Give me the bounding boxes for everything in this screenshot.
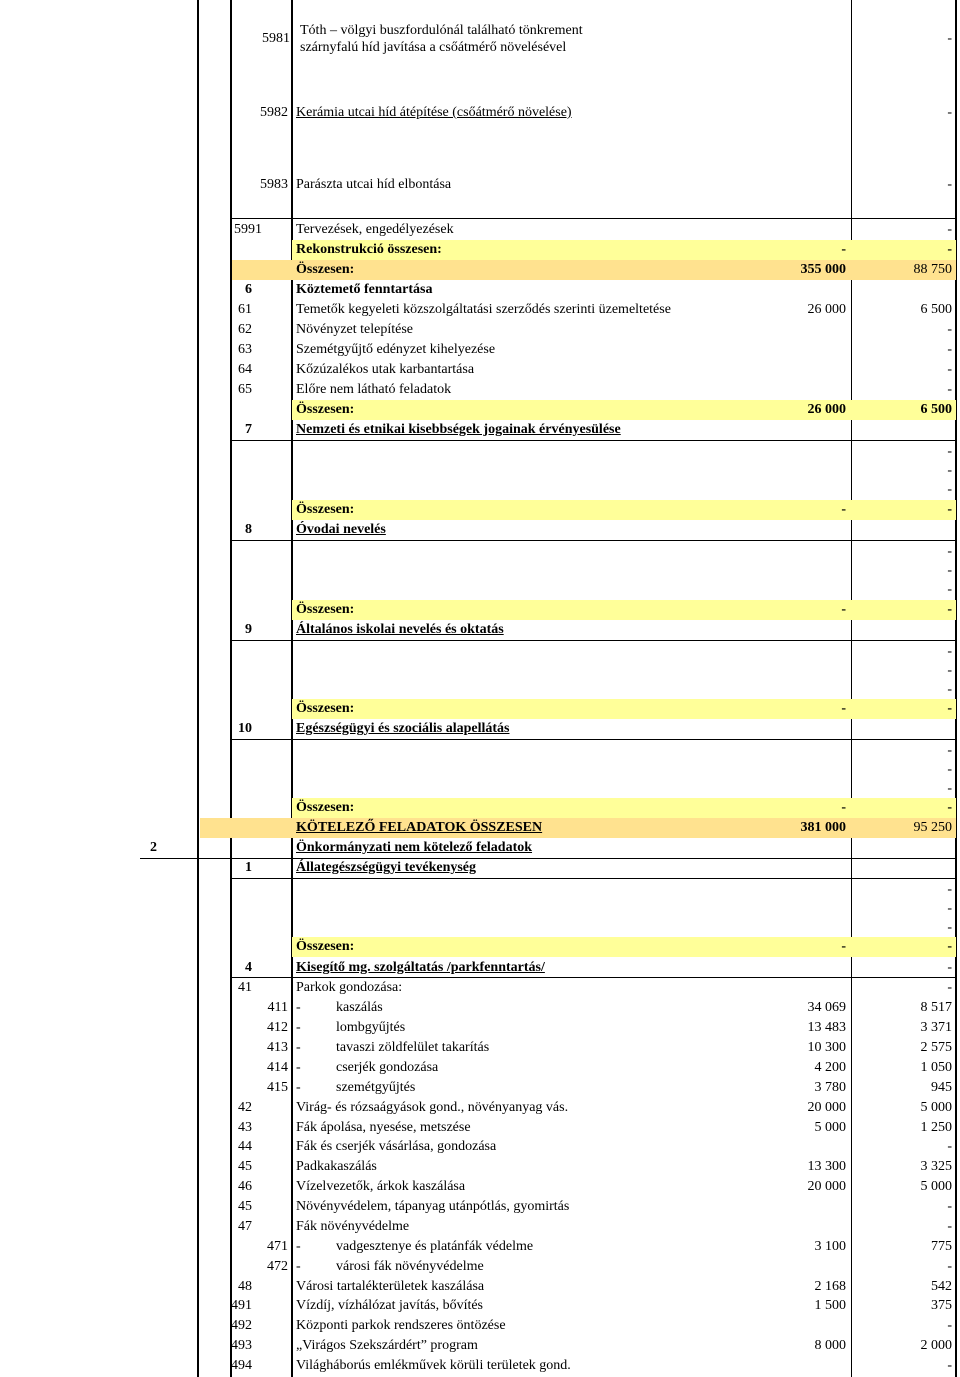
row-amount-2: - [947,701,952,716]
row-amount-2: 6 500 [920,402,952,417]
row-description: Vízdíj, vízhálózat javítás, bővítés [296,1298,484,1313]
row-amount-2: 945 [931,1080,952,1095]
row-amount-2: - [947,682,952,697]
table-row [0,1118,960,1138]
row-description: Temetők kegyeleti közszolgáltatási szerződés szerinti üzemeltetése [296,302,671,317]
row-text: kaszálás [336,1000,383,1015]
table-row [0,580,960,600]
row-amount-2: 6 500 [920,302,952,317]
row-code: 62 [238,322,252,337]
table-row [0,1197,960,1217]
row-amount-2: 775 [931,1239,952,1254]
row-code: 472 [267,1259,288,1274]
row-amount-2: - [947,1358,952,1373]
row-description: Állategészségügyi tevékenység [296,860,477,875]
row-text: városi fák növényvédelme [336,1259,484,1274]
section-row [0,620,960,640]
row-description: Kisegítő mg. szolgáltatás /parkfenntartás/ [296,960,545,975]
row-amount-2: - [947,762,952,777]
row-code: 6 [245,282,252,297]
row-separator [230,739,957,740]
chapter-row [0,838,960,858]
row-amount-2: - [947,960,952,975]
table-row [0,1316,960,1336]
row-amount-2: - [947,1139,952,1154]
table-row [0,561,960,581]
table-row [0,380,960,400]
row-amount-1: 381 000 [800,820,846,835]
table-row [0,1237,960,1257]
row-amount-1: 13 300 [807,1159,846,1174]
row-description: Egészségügyi és szociális alapellátás [296,721,510,736]
table-row [0,1217,960,1237]
table-row [0,1018,960,1038]
row-amount-2: - [947,1199,952,1214]
row-code: 493 [231,1338,252,1353]
table-row [0,300,960,320]
bullet-dash: - [296,1020,301,1035]
row-description: Tervezések, engedélyezések [296,222,454,237]
table-row [0,1277,960,1297]
row-amount-1: 10 300 [807,1040,846,1055]
row-amount-2: - [947,105,952,120]
table-row [0,1157,960,1177]
row-code: 5983 [260,177,288,192]
row-code: 42 [238,1100,252,1115]
row-description: Szemétgyűjtő edényzet kihelyezése [296,342,496,357]
row-amount-1: - [841,800,846,815]
row-amount-2: - [947,482,952,497]
row-code: 494 [231,1358,252,1373]
row-description: Összesen: [296,262,355,277]
table-row [0,741,960,761]
table-row [0,1078,960,1098]
row-description: Összesen: [296,502,355,517]
table-row [0,899,960,919]
row-amount-2: 8 517 [920,1000,952,1015]
bullet-dash: - [296,1040,301,1055]
row-code: 63 [238,342,252,357]
row-amount-2: - [947,781,952,796]
total-row [0,260,960,280]
table-row [0,978,960,998]
subtotal-row [0,798,960,818]
row-code: 8 [245,522,252,537]
row-amount-2: 5 000 [920,1179,952,1194]
row-code: 65 [238,382,252,397]
table-row [0,1296,960,1316]
row-amount-2: - [947,322,952,337]
table-row [0,442,960,462]
row-description [296,1078,766,1098]
row-code: 492 [231,1318,252,1333]
row-amount-2: - [947,882,952,897]
subtotal-row [0,240,960,260]
row-description: Világháborús emlékművek körüli területek gond. [296,1358,571,1373]
section-row [0,420,960,440]
row-amount-2: - [947,743,952,758]
row-amount-1: 1 500 [814,1298,846,1313]
row-amount-1: 26 000 [807,402,846,417]
row-separator [230,218,957,219]
row-description [296,1018,766,1038]
row-description: Összesen: [296,402,355,417]
subtotal-row [0,400,960,420]
row-amount-2: - [947,242,952,257]
row-code: 413 [267,1040,288,1055]
row-code: 9 [245,622,252,637]
table-row [0,1137,960,1157]
row-amount-2: - [947,901,952,916]
row-code: 415 [267,1080,288,1095]
row-amount-2: - [947,800,952,815]
row-amount-2: 1 050 [920,1060,952,1075]
row-amount-2: 3 371 [920,1020,952,1035]
table-row [0,360,960,380]
row-amount-2: - [947,502,952,517]
row-description: Köztemető fenntartása [296,282,433,297]
row-amount-2: 95 250 [913,820,952,835]
subtotal-row [0,937,960,957]
table-row [0,680,960,700]
row-text: tavaszi zöldfelület takarítás [336,1040,490,1055]
row-amount-2: - [947,31,952,46]
row-amount-2: - [947,362,952,377]
row-description: Összesen: [296,701,355,716]
row-amount-1: - [841,701,846,716]
row-amount-2: - [947,463,952,478]
row-description [296,998,766,1018]
row-amount-1: 4 200 [814,1060,846,1075]
row-description: Városi tartalékterületek kaszálása [296,1279,485,1294]
row-amount-2: 5 000 [920,1100,952,1115]
table-row [0,340,960,360]
bullet-dash: - [296,1239,301,1254]
row-description [296,1257,766,1277]
row-code: 5991 [234,222,262,237]
row-description: Összesen: [296,602,355,617]
table-row [0,1038,960,1058]
row-amount-1: 5 000 [814,1120,846,1135]
table-row [0,461,960,481]
row-amount-1: 20 000 [807,1100,846,1115]
subtotal-row [0,699,960,719]
row-amount-2: - [947,980,952,995]
row-description: Fák növényvédelme [296,1219,410,1234]
row-amount-2: 1 250 [920,1120,952,1135]
row-amount-1: 20 000 [807,1179,846,1194]
table-row [0,14,960,64]
row-amount-1: - [841,939,846,954]
row-code: 411 [267,1000,288,1015]
row-description: Óvodai nevelés [296,522,386,537]
row-amount-2: - [947,920,952,935]
row-code: 48 [238,1279,252,1294]
row-description: Önkormányzati nem kötelező feladatok [296,840,533,855]
row-amount-2: - [947,582,952,597]
row-amount-2: 88 750 [913,262,952,277]
table-row [0,1257,960,1277]
row-description: Összesen: [296,939,355,954]
subtotal-row [0,500,960,520]
section-row [0,520,960,540]
row-code: 45 [238,1199,252,1214]
table-row [0,880,960,900]
table-row [0,779,960,799]
table-row [0,760,960,780]
row-code: 45 [238,1159,252,1174]
table-row [0,1336,960,1356]
row-amount-2: 542 [931,1279,952,1294]
row-amount-2: - [947,222,952,237]
section-row [0,719,960,739]
row-amount-1: 13 483 [807,1020,846,1035]
table-row [0,220,960,240]
row-code: 412 [267,1020,288,1035]
row-code: 1 [245,860,252,875]
row-code: 46 [238,1179,252,1194]
row-amount-2: - [947,644,952,659]
table-row [0,175,960,195]
row-separator [230,640,957,641]
row-code: 61 [238,302,252,317]
row-amount-2: 2 575 [920,1040,952,1055]
table-row [0,1177,960,1197]
row-text: szemétgyűjtés [336,1080,416,1095]
section-row [0,280,960,300]
table-row [0,1098,960,1118]
row-amount-1: 26 000 [807,302,846,317]
row-amount-2: - [947,939,952,954]
table-row [0,918,960,938]
row-amount-1: 355 000 [800,262,846,277]
row-code: 64 [238,362,252,377]
row-code: 7 [245,422,252,437]
row-amount-2: - [947,382,952,397]
row-amount-1: 2 168 [814,1279,846,1294]
row-code: 5982 [260,105,288,120]
row-description: Kőzúzalékos utak karbantartása [296,362,475,377]
row-description: Fák és cserjék vásárlása, gondozása [296,1139,497,1154]
row-amount-2: - [947,444,952,459]
row-description: „Virágos Szekszárdért” program [296,1338,478,1353]
row-amount-2: - [947,177,952,192]
row-amount-2: - [947,1259,952,1274]
row-amount-2: 375 [931,1298,952,1313]
row-separator [230,440,957,441]
table-row [0,1356,960,1376]
table-row [0,642,960,662]
row-amount-2: - [947,1219,952,1234]
row-amount-2: - [947,602,952,617]
row-separator [230,878,957,879]
row-description: Vízelvezetők, árkok kaszálása [296,1179,466,1194]
row-code: 41 [238,980,252,995]
row-text: cserjék gondozása [336,1060,439,1075]
row-description: Padkakaszálás [296,1159,377,1174]
row-amount-2: 3 325 [920,1159,952,1174]
row-amount-2: - [947,663,952,678]
bullet-dash: - [296,1000,301,1015]
row-code: 10 [238,721,252,736]
row-amount-2: - [947,544,952,559]
row-description: Virág- és rózsaágyások gond., növényanyag vás. [296,1100,569,1115]
table-row [0,480,960,500]
row-description: Kerámia utcai híd átépítése (csőátmérő növelése) [296,105,572,120]
row-description: Parászta utcai híd elbontása [296,177,452,192]
row-description: Fák ápolása, nyesése, metszése [296,1120,471,1135]
row-amount-1: 3 100 [814,1239,846,1254]
row-code: 43 [238,1120,252,1135]
section-row [0,958,960,978]
row-description: Nemzeti és etnikai kisebbségek jogainak érvényesülése [296,422,621,437]
row-code: 5981 [262,31,290,46]
table-row [0,998,960,1018]
bullet-dash: - [296,1259,301,1274]
bullet-dash: - [296,1060,301,1075]
row-description: Parkok gondozása: [296,980,403,995]
row-code: 414 [267,1060,288,1075]
row-description: Összesen: [296,800,355,815]
row-description: Központi parkok rendszeres öntözése [296,1318,506,1333]
row-code: 491 [231,1298,252,1313]
row-description [296,1058,766,1078]
grand-total-row [0,818,960,838]
row-amount-2: 2 000 [920,1338,952,1353]
table-row [0,542,960,562]
row-code: 44 [238,1139,252,1154]
table-row [0,661,960,681]
row-description: Rekonstrukció összesen: [296,242,442,257]
row-amount-2: - [947,563,952,578]
bullet-dash: - [296,1080,301,1095]
row-description: Általános iskolai nevelés és oktatás [296,622,504,637]
row-amount-1: - [841,602,846,617]
row-description: Növényzet telepítése [296,322,414,337]
row-description: Előre nem látható feladatok [296,382,452,397]
row-code: 2 [150,840,157,855]
row-amount-1: - [841,242,846,257]
table-row [0,320,960,340]
row-code: 47 [238,1219,252,1234]
section-row [0,858,960,878]
row-separator [230,540,957,541]
row-description [296,1237,766,1257]
table-row [0,1058,960,1078]
row-text: lombgyűjtés [336,1020,406,1035]
table-row [0,103,960,123]
row-code: 4 [245,960,252,975]
row-amount-1: 34 069 [807,1000,846,1015]
row-description: KÖTELEZŐ FELADATOK ÖSSZESEN [296,820,543,835]
row-description: Tóth – völgyi buszfordulónál található tönkrement szárnyfalú híd javítása a csőátmérő növelésével [300,23,583,55]
row-amount-1: 8 000 [814,1338,846,1353]
row-code: 471 [267,1239,288,1254]
row-amount-1: - [841,502,846,517]
subtotal-row [0,600,960,620]
row-amount-1: 3 780 [814,1080,846,1095]
row-amount-2: - [947,342,952,357]
row-description: Növényvédelem, tápanyag utánpótlás, gyomirtás [296,1199,570,1214]
row-amount-2: - [947,1318,952,1333]
row-text: vadgesztenye és platánfák védelme [336,1239,534,1254]
row-description [296,1038,766,1058]
